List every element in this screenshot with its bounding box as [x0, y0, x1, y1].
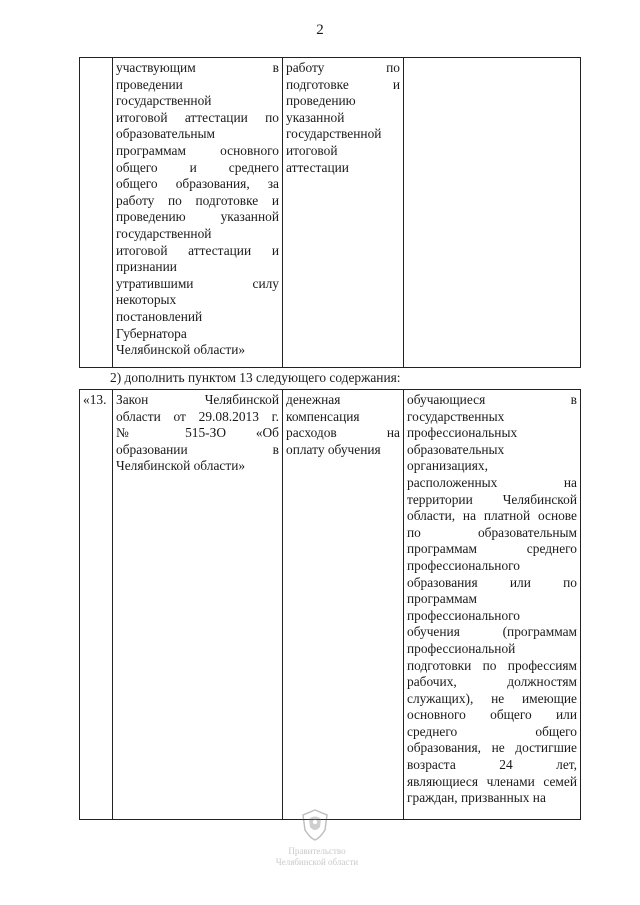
- cell-text-line: профессионального: [407, 557, 520, 573]
- cell-text-line: программам основного: [116, 142, 279, 158]
- cell-text-line: расположенных на: [407, 474, 577, 490]
- cell-text-line: Закон Челябинской: [116, 392, 279, 407]
- cell-text-line: расходов на: [286, 425, 400, 441]
- cell-text-line: рабочих, должностям: [407, 674, 577, 690]
- stamp-line-1: Правительство: [288, 846, 346, 856]
- cell-recipients: [404, 390, 581, 820]
- cell-text-line: возраста 24 лет,: [407, 757, 577, 773]
- cell-text-line: подготовке и: [286, 76, 400, 92]
- cell-law-title: [113, 58, 283, 368]
- cell-text-line: проведению указанной: [116, 209, 279, 225]
- cell-text-line: аттестации: [286, 159, 349, 175]
- cell-text-line: указанной: [286, 109, 345, 125]
- cell-text-line: служащих), не имеющие: [407, 690, 577, 706]
- cell-text-line: Губернатора: [116, 325, 187, 341]
- cell-text-line: образовательных: [407, 441, 505, 457]
- amendment-text: 2) дополнить пунктом 13 следующего содержания:: [110, 370, 401, 385]
- cell-measure: [283, 390, 404, 820]
- cell-text-line: Челябинской области»: [116, 342, 246, 358]
- cell-measure: [283, 58, 404, 368]
- page-number: 2: [316, 22, 324, 38]
- cell-text-line: общего образования, за: [116, 176, 279, 192]
- cell-text-line: общего и среднего: [116, 159, 279, 175]
- cell-text-line: граждан, призванных на: [407, 790, 546, 806]
- cell-text-line: некоторых: [116, 292, 177, 308]
- cell-text-line: государственной: [116, 93, 212, 109]
- cell-item-number: «13.: [80, 390, 113, 820]
- cell-text-line: среднего общего: [407, 723, 577, 739]
- cell-text-line: государственной: [286, 126, 382, 142]
- cell-text-line: участвующим в: [116, 60, 279, 75]
- stamp-line-2: Челябинской области: [275, 857, 359, 867]
- cell-number-empty: [80, 58, 113, 368]
- cell-text-line: образовании в: [116, 441, 279, 457]
- cell-text-line: области от 29.08.2013 г.: [116, 408, 279, 424]
- cell-text-line: № 515-ЗО «Об: [116, 425, 279, 441]
- cell-text-line: работу по: [286, 60, 400, 75]
- cell-text-line: организациях,: [407, 458, 488, 474]
- table-row: [80, 58, 581, 368]
- cell-text-line: государственных: [407, 408, 505, 424]
- cell-text-line: итоговой: [286, 142, 338, 158]
- cell-text-line: государственной: [116, 225, 212, 241]
- cell-text-line: образования или по: [407, 574, 577, 590]
- cell-text-line: компенсация: [286, 408, 360, 424]
- cell-law-title: [113, 390, 283, 820]
- cell-text-line: проведению: [286, 93, 356, 109]
- cell-text-line: признании: [116, 259, 177, 275]
- stamp-caption: [252, 846, 382, 868]
- cell-text-line: постановлений: [116, 308, 203, 324]
- table-new-item: [79, 389, 581, 820]
- cell-text-line: профессионального: [407, 607, 520, 623]
- cell-text-line: работу по подготовке и: [116, 192, 279, 208]
- cell-recipients-empty: [404, 58, 581, 368]
- table-continuation: [79, 57, 581, 368]
- cell-text-line: итоговой аттестации и: [116, 242, 279, 258]
- cell-text-line: оплату обучения: [286, 441, 381, 457]
- cell-text-line: основного общего или: [407, 707, 577, 723]
- cell-text-line: итоговой аттестации по: [116, 109, 279, 125]
- coat-of-arms-seal-icon: [298, 808, 332, 842]
- cell-text-line: образования, не достигшие: [407, 740, 577, 756]
- cell-text-line: Челябинской области»: [116, 458, 246, 474]
- cell-text-line: подготовки по профессиям: [407, 657, 577, 673]
- cell-text-line: являющиеся членами семей: [407, 773, 577, 789]
- cell-text-line: по образовательным: [407, 524, 577, 540]
- cell-text-line: профессиональных: [407, 425, 518, 441]
- cell-text-line: территории Челябинской: [407, 491, 577, 507]
- cell-text-line: денежная: [286, 392, 341, 407]
- cell-text-line: утратившими силу: [116, 275, 279, 291]
- cell-text-line: области, на платной основе: [407, 508, 577, 524]
- cell-text-line: проведении: [116, 76, 183, 92]
- table-row: [80, 390, 581, 820]
- cell-text-line: программам: [407, 591, 477, 607]
- cell-text-line: образовательным: [116, 126, 216, 142]
- cell-text-line: обучающиеся в: [407, 392, 577, 407]
- cell-text-line: профессиональной: [407, 640, 516, 656]
- cell-text-line: программам среднего: [407, 541, 577, 557]
- cell-text-line: обучения (программам: [407, 624, 577, 640]
